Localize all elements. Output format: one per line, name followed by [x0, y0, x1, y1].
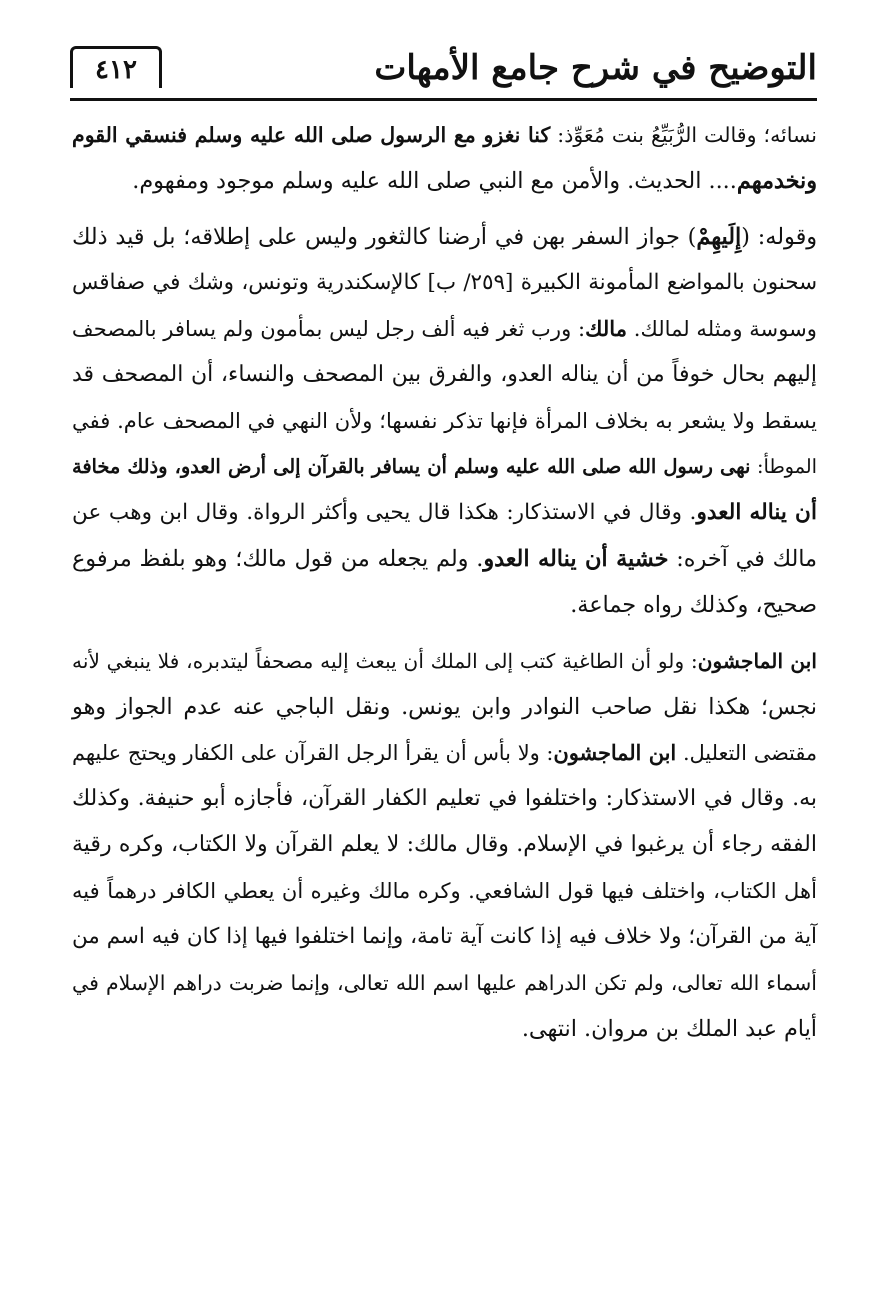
bold-text-segment: أن يناله العدو: [696, 500, 817, 525]
paragraph: [72, 638, 817, 1052]
text-segment: . وقال في الاستذكار: هكذا قال يحيى وأكثر الرواة. وقال ابن وهب عن: [72, 500, 697, 525]
book-title: التوضيح في شرح جامع الأمهات: [374, 48, 817, 88]
text-line: [72, 260, 817, 306]
text-segment: : ولو أن الطاغية كتب إلى الملك أن يبعث إليه مصحفاً ليتدبره، فلا ينبغي لأنه: [72, 649, 698, 673]
bold-text-segment: ونخدمهم: [736, 168, 817, 194]
text-segment: .... الحديث. والأمن مع النبي صلى الله عليه وسلم موجود ومفهوم.: [132, 168, 737, 194]
body-text: [72, 112, 817, 1052]
text-segment: : ولا بأس أن يقرأ الرجل القرآن على الكفار ويحتج عليهم: [72, 741, 554, 765]
text-line: [72, 158, 817, 204]
text-segment: مالك في آخره:: [668, 546, 817, 572]
paragraph: [72, 214, 817, 628]
text-segment: أيام عبد الملك بن مروان. انتهى.: [521, 1016, 817, 1042]
text-line: [72, 214, 817, 260]
text-line: [72, 112, 817, 158]
text-line: [72, 536, 817, 582]
text-line: [72, 638, 817, 684]
bold-text-segment: كنا نغزو مع الرسول صلى الله عليه وسلم فنسقي القوم: [72, 123, 551, 147]
bold-text-segment: ابن الماجشون: [553, 740, 677, 765]
text-line: [72, 776, 817, 822]
text-line: [72, 684, 817, 730]
text-line: [72, 822, 817, 868]
text-segment: آية من القرآن؛ ولا خلاف فيه إذا كانت آية تامة، وإنما اختلفوا فيها إذا كان فيه اسم من: [72, 924, 817, 949]
text-segment: . ولم يجعله من قول مالك؛ وهو بلفظ مرفوع: [72, 546, 484, 572]
bold-text-segment: إِلَيهِمْ: [696, 224, 742, 250]
text-segment: نسائه؛ وقالت الرُّبَيِّعُ بنت مُعَوِّذ:: [550, 123, 818, 147]
text-segment: ) جواز السفر بهن في أرضنا كالثغور وليس على إطلاقه؛ بل قيد ذلك: [72, 224, 697, 250]
text-segment: وسوسة ومثله لمالك.: [627, 316, 817, 341]
text-line: [72, 960, 817, 1006]
text-segment: الموطأ:: [750, 455, 818, 478]
text-segment: صحيح، وكذلك رواه جماعة.: [570, 592, 817, 618]
text-segment: : ورب ثغر فيه ألف رجل ليس بمأمون ولم يسافر بالمصحف: [71, 316, 586, 341]
text-line: [72, 352, 817, 398]
text-segment: وقوله: (: [741, 224, 817, 250]
text-segment: أسماء الله تعالى، ولم تكن الدراهم عليها اسم الله تعالى، وإنما ضربت دراهم الإسلام في: [72, 971, 817, 995]
text-line: [72, 398, 817, 444]
text-line: [72, 444, 817, 490]
text-line: [72, 1006, 817, 1052]
header-rule: [70, 98, 817, 101]
bold-text-segment: خشية أن يناله العدو: [483, 546, 669, 572]
text-segment: إليهم بحال خوفاً من أن يناله العدو، والفرق بين المصحف والنساء، أن المصحف قد: [72, 362, 817, 387]
bold-text-segment: مالك: [585, 316, 628, 341]
text-line: [72, 306, 817, 352]
bold-text-segment: ابن الماجشون: [697, 649, 817, 673]
page-header: [70, 38, 817, 104]
text-line: [72, 582, 817, 628]
text-segment: مقتضى التعليل.: [676, 741, 817, 765]
bold-text-segment: نهى رسول الله صلى الله عليه وسلم أن يسافر بالقرآن إلى أرض العدو، وذلك مخافة: [72, 455, 751, 478]
text-segment: أهل الكتاب، واختلف فيها قول الشافعي. وكره مالك وغيره أن يعطي الكافر درهماً فيه: [72, 878, 817, 903]
text-segment: يسقط ولا يشعر به بخلاف المرأة فإنها تذكر نفسها؛ ولأن النهي في المصحف عام. ففي: [72, 408, 817, 433]
text-segment: به. وقال في الاستذكار: واختلفوا في تعليم الكفار القرآن، فأجازه أبو حنيفة. وكذلك: [72, 786, 817, 811]
paragraph: [72, 112, 817, 204]
text-line: [72, 490, 817, 536]
text-segment: نجس؛ هكذا نقل صاحب النوادر وابن يونس. ونقل الباجي عنه عدم الجواز وهو: [72, 694, 817, 720]
text-segment: الفقه رجاء أن يرغبوا في الإسلام. وقال مالك: لا يعلم القرآن ولا الكتاب، وكره رقية: [72, 832, 817, 857]
page-number: ٤١٢: [70, 46, 162, 88]
text-line: [72, 914, 817, 960]
text-segment: سحنون بالمواضع المأمونة الكبيرة [٢٥٩/ ب] كالإسكندرية وتونس، وشك في صفاقس: [72, 270, 817, 295]
text-line: [72, 868, 817, 914]
text-line: [72, 730, 817, 776]
